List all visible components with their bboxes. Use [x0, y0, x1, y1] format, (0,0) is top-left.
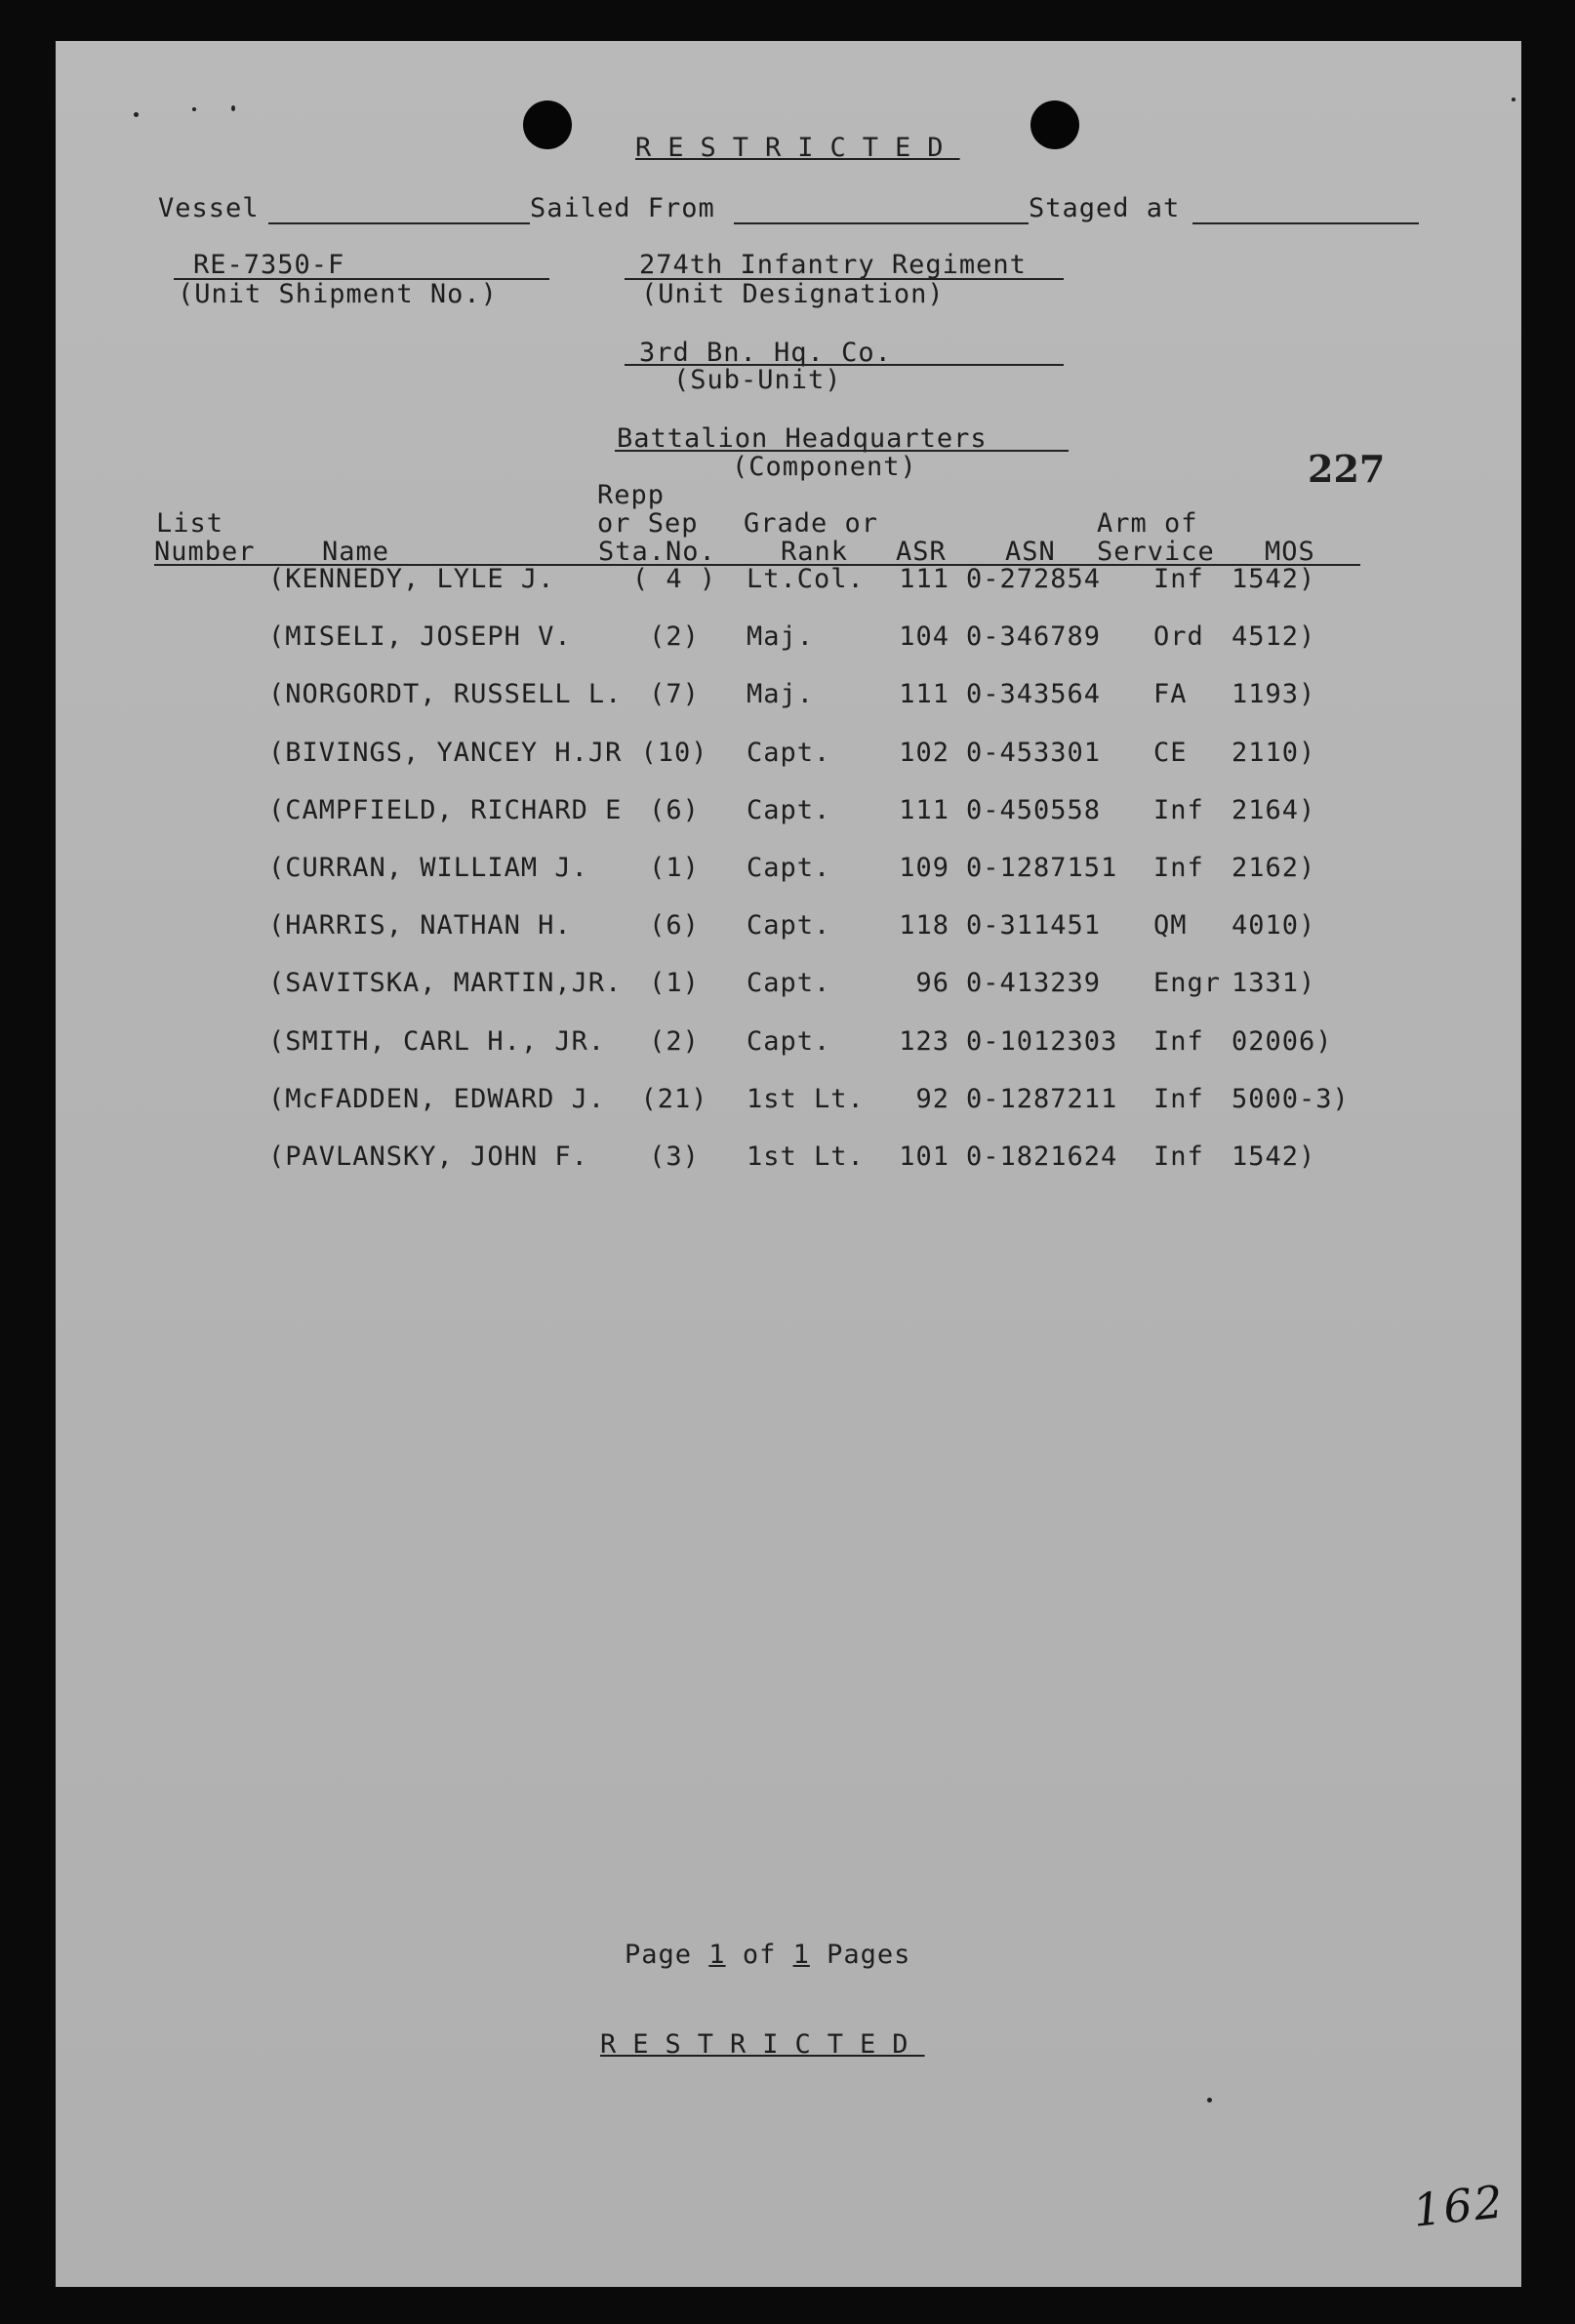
row-asr: 111	[899, 679, 949, 709]
row-arm: Inf	[1153, 795, 1204, 825]
row-asr: 111	[899, 564, 949, 594]
row-grade: Capt.	[747, 738, 831, 768]
staged-at-blank-line	[1192, 222, 1419, 224]
row-asr: 123	[899, 1026, 949, 1057]
row-arm: FA	[1153, 679, 1188, 709]
unit-designation-value: 274th Infantry Regiment	[639, 250, 1027, 280]
row-sta-no: (3)	[649, 1142, 700, 1172]
punch-hole-right	[1030, 100, 1079, 149]
row-sta-no: (6)	[649, 910, 700, 941]
row-asn: 0-272854	[966, 564, 1102, 594]
unit-shipment-caption: (Unit Shipment No.)	[178, 279, 498, 309]
row-arm: CE	[1153, 738, 1188, 768]
row-grade: Capt.	[747, 853, 831, 883]
row-sta-no: (6)	[649, 795, 700, 825]
row-grade: Capt.	[747, 910, 831, 941]
staged-at-label: Staged at	[1029, 193, 1181, 223]
row-asn: 0-1012303	[966, 1026, 1118, 1057]
row-sta-no: (2)	[649, 1026, 700, 1057]
sub-unit-caption: (Sub-Unit)	[673, 365, 842, 395]
row-arm: Inf	[1153, 1084, 1204, 1114]
row-name: (KENNEDY, LYLE J.	[268, 564, 555, 594]
row-grade: Capt.	[747, 795, 831, 825]
row-arm: Inf	[1153, 1026, 1204, 1057]
row-arm: Ord	[1153, 621, 1204, 652]
header-name: Name	[322, 537, 390, 567]
row-name: (MISELI, JOSEPH V.	[268, 621, 572, 652]
page-word: Page	[625, 1940, 693, 1970]
row-asn: 0-1287151	[966, 853, 1118, 883]
speck	[1207, 2098, 1212, 2103]
of-word: of	[742, 1940, 777, 1970]
header-mos: MOS	[1265, 537, 1315, 567]
row-asr: 111	[899, 795, 949, 825]
restricted-heading-top: RESTRICTED	[635, 133, 960, 163]
row-mos: 4010)	[1232, 910, 1316, 941]
stamp-number: 227	[1308, 447, 1386, 491]
sailed-from-blank-line	[734, 222, 1029, 224]
row-mos: 2110)	[1232, 738, 1316, 768]
row-asn: 0-450558	[966, 795, 1102, 825]
row-asr: 118	[899, 910, 949, 941]
header-repl-line1: Repp	[597, 480, 666, 510]
row-arm: Inf	[1153, 853, 1204, 883]
row-mos: 1542)	[1232, 1142, 1316, 1172]
row-name: (SMITH, CARL H., JR.	[268, 1026, 606, 1057]
speck	[192, 107, 196, 111]
row-name: (BIVINGS, YANCEY H.JR	[268, 738, 623, 768]
speck	[231, 105, 235, 111]
row-grade: Capt.	[747, 1026, 831, 1057]
component-value: Battalion Headquarters	[617, 423, 988, 454]
restricted-heading-bottom: RESTRICTED	[600, 2029, 925, 2060]
unit-shipment-value: RE-7350-F	[193, 250, 345, 280]
pages-word: Pages	[827, 1940, 911, 1970]
row-asr: 101	[899, 1142, 949, 1172]
speck	[134, 112, 139, 117]
row-asn: 0-346789	[966, 621, 1102, 652]
header-number: Number	[154, 537, 256, 567]
row-mos: 2162)	[1232, 853, 1316, 883]
row-sta-no: (7)	[649, 679, 700, 709]
page-footer	[625, 1942, 910, 1968]
row-mos: 1542)	[1232, 564, 1316, 594]
handwritten-number: 162	[1410, 2175, 1508, 2237]
row-asr: 96	[915, 968, 949, 998]
header-arm-line2: Service	[1097, 537, 1215, 567]
row-name: (CURRAN, WILLIAM J.	[268, 853, 588, 883]
row-mos: 02006)	[1232, 1026, 1333, 1057]
row-arm: Inf	[1153, 1142, 1204, 1172]
row-grade: Capt.	[747, 968, 831, 998]
row-name: (McFADDEN, EDWARD J.	[268, 1084, 606, 1114]
row-grade: 1st Lt.	[747, 1084, 865, 1114]
row-asr: 109	[899, 853, 949, 883]
row-asn: 0-311451	[966, 910, 1102, 941]
row-name: (NORGORDT, RUSSELL L.	[268, 679, 623, 709]
sub-unit-value: 3rd Bn. Hq. Co.	[639, 338, 892, 368]
header-arm-line1: Arm of	[1097, 508, 1198, 539]
row-asn: 0-343564	[966, 679, 1102, 709]
row-mos: 1193)	[1232, 679, 1316, 709]
row-arm: QM	[1153, 910, 1188, 941]
row-arm: Engr	[1153, 968, 1222, 998]
row-sta-no: (10)	[640, 738, 708, 768]
row-name: (PAVLANSKY, JOHN F.	[268, 1142, 588, 1172]
punch-hole-left	[523, 100, 572, 149]
row-sta-no: (2)	[649, 621, 700, 652]
row-asn: 0-413239	[966, 968, 1102, 998]
header-grade-line2: Rank	[781, 537, 849, 567]
vessel-blank-line	[268, 222, 530, 224]
header-grade-line1: Grade or	[744, 508, 879, 539]
header-repl-line3: Sta.No.	[598, 537, 716, 567]
header-repl-line2: or Sep	[597, 508, 699, 539]
header-list: List	[156, 508, 224, 539]
row-sta-no: (1)	[649, 968, 700, 998]
row-grade: Lt.Col.	[747, 564, 865, 594]
speck	[1512, 98, 1515, 101]
page-total: 1	[792, 1940, 810, 1970]
page-current: 1	[708, 1940, 726, 1970]
row-name: (SAVITSKA, MARTIN,JR.	[268, 968, 623, 998]
row-mos: 5000-3)	[1232, 1084, 1350, 1114]
row-mos: 4512)	[1232, 621, 1316, 652]
row-asr: 104	[899, 621, 949, 652]
row-grade: Maj.	[747, 621, 815, 652]
row-asr: 92	[915, 1084, 949, 1114]
sailed-from-label: Sailed From	[530, 193, 715, 223]
header-asr: ASR	[896, 537, 947, 567]
row-mos: 2164)	[1232, 795, 1316, 825]
row-sta-no: (21)	[640, 1084, 708, 1114]
row-grade: 1st Lt.	[747, 1142, 865, 1172]
row-mos: 1331)	[1232, 968, 1316, 998]
header-asn: ASN	[1005, 537, 1056, 567]
row-asn: 0-1821624	[966, 1142, 1118, 1172]
row-asn: 0-453301	[966, 738, 1102, 768]
vessel-label: Vessel	[158, 193, 260, 223]
row-sta-no: (1)	[649, 853, 700, 883]
row-grade: Maj.	[747, 679, 815, 709]
row-asr: 102	[899, 738, 949, 768]
row-name: (HARRIS, NATHAN H.	[268, 910, 572, 941]
row-name: (CAMPFIELD, RICHARD E	[268, 795, 623, 825]
component-caption: (Component)	[732, 452, 917, 482]
unit-designation-caption: (Unit Designation)	[641, 279, 945, 309]
row-arm: Inf	[1153, 564, 1204, 594]
row-sta-no: ( 4 )	[631, 564, 717, 594]
row-asn: 0-1287211	[966, 1084, 1118, 1114]
